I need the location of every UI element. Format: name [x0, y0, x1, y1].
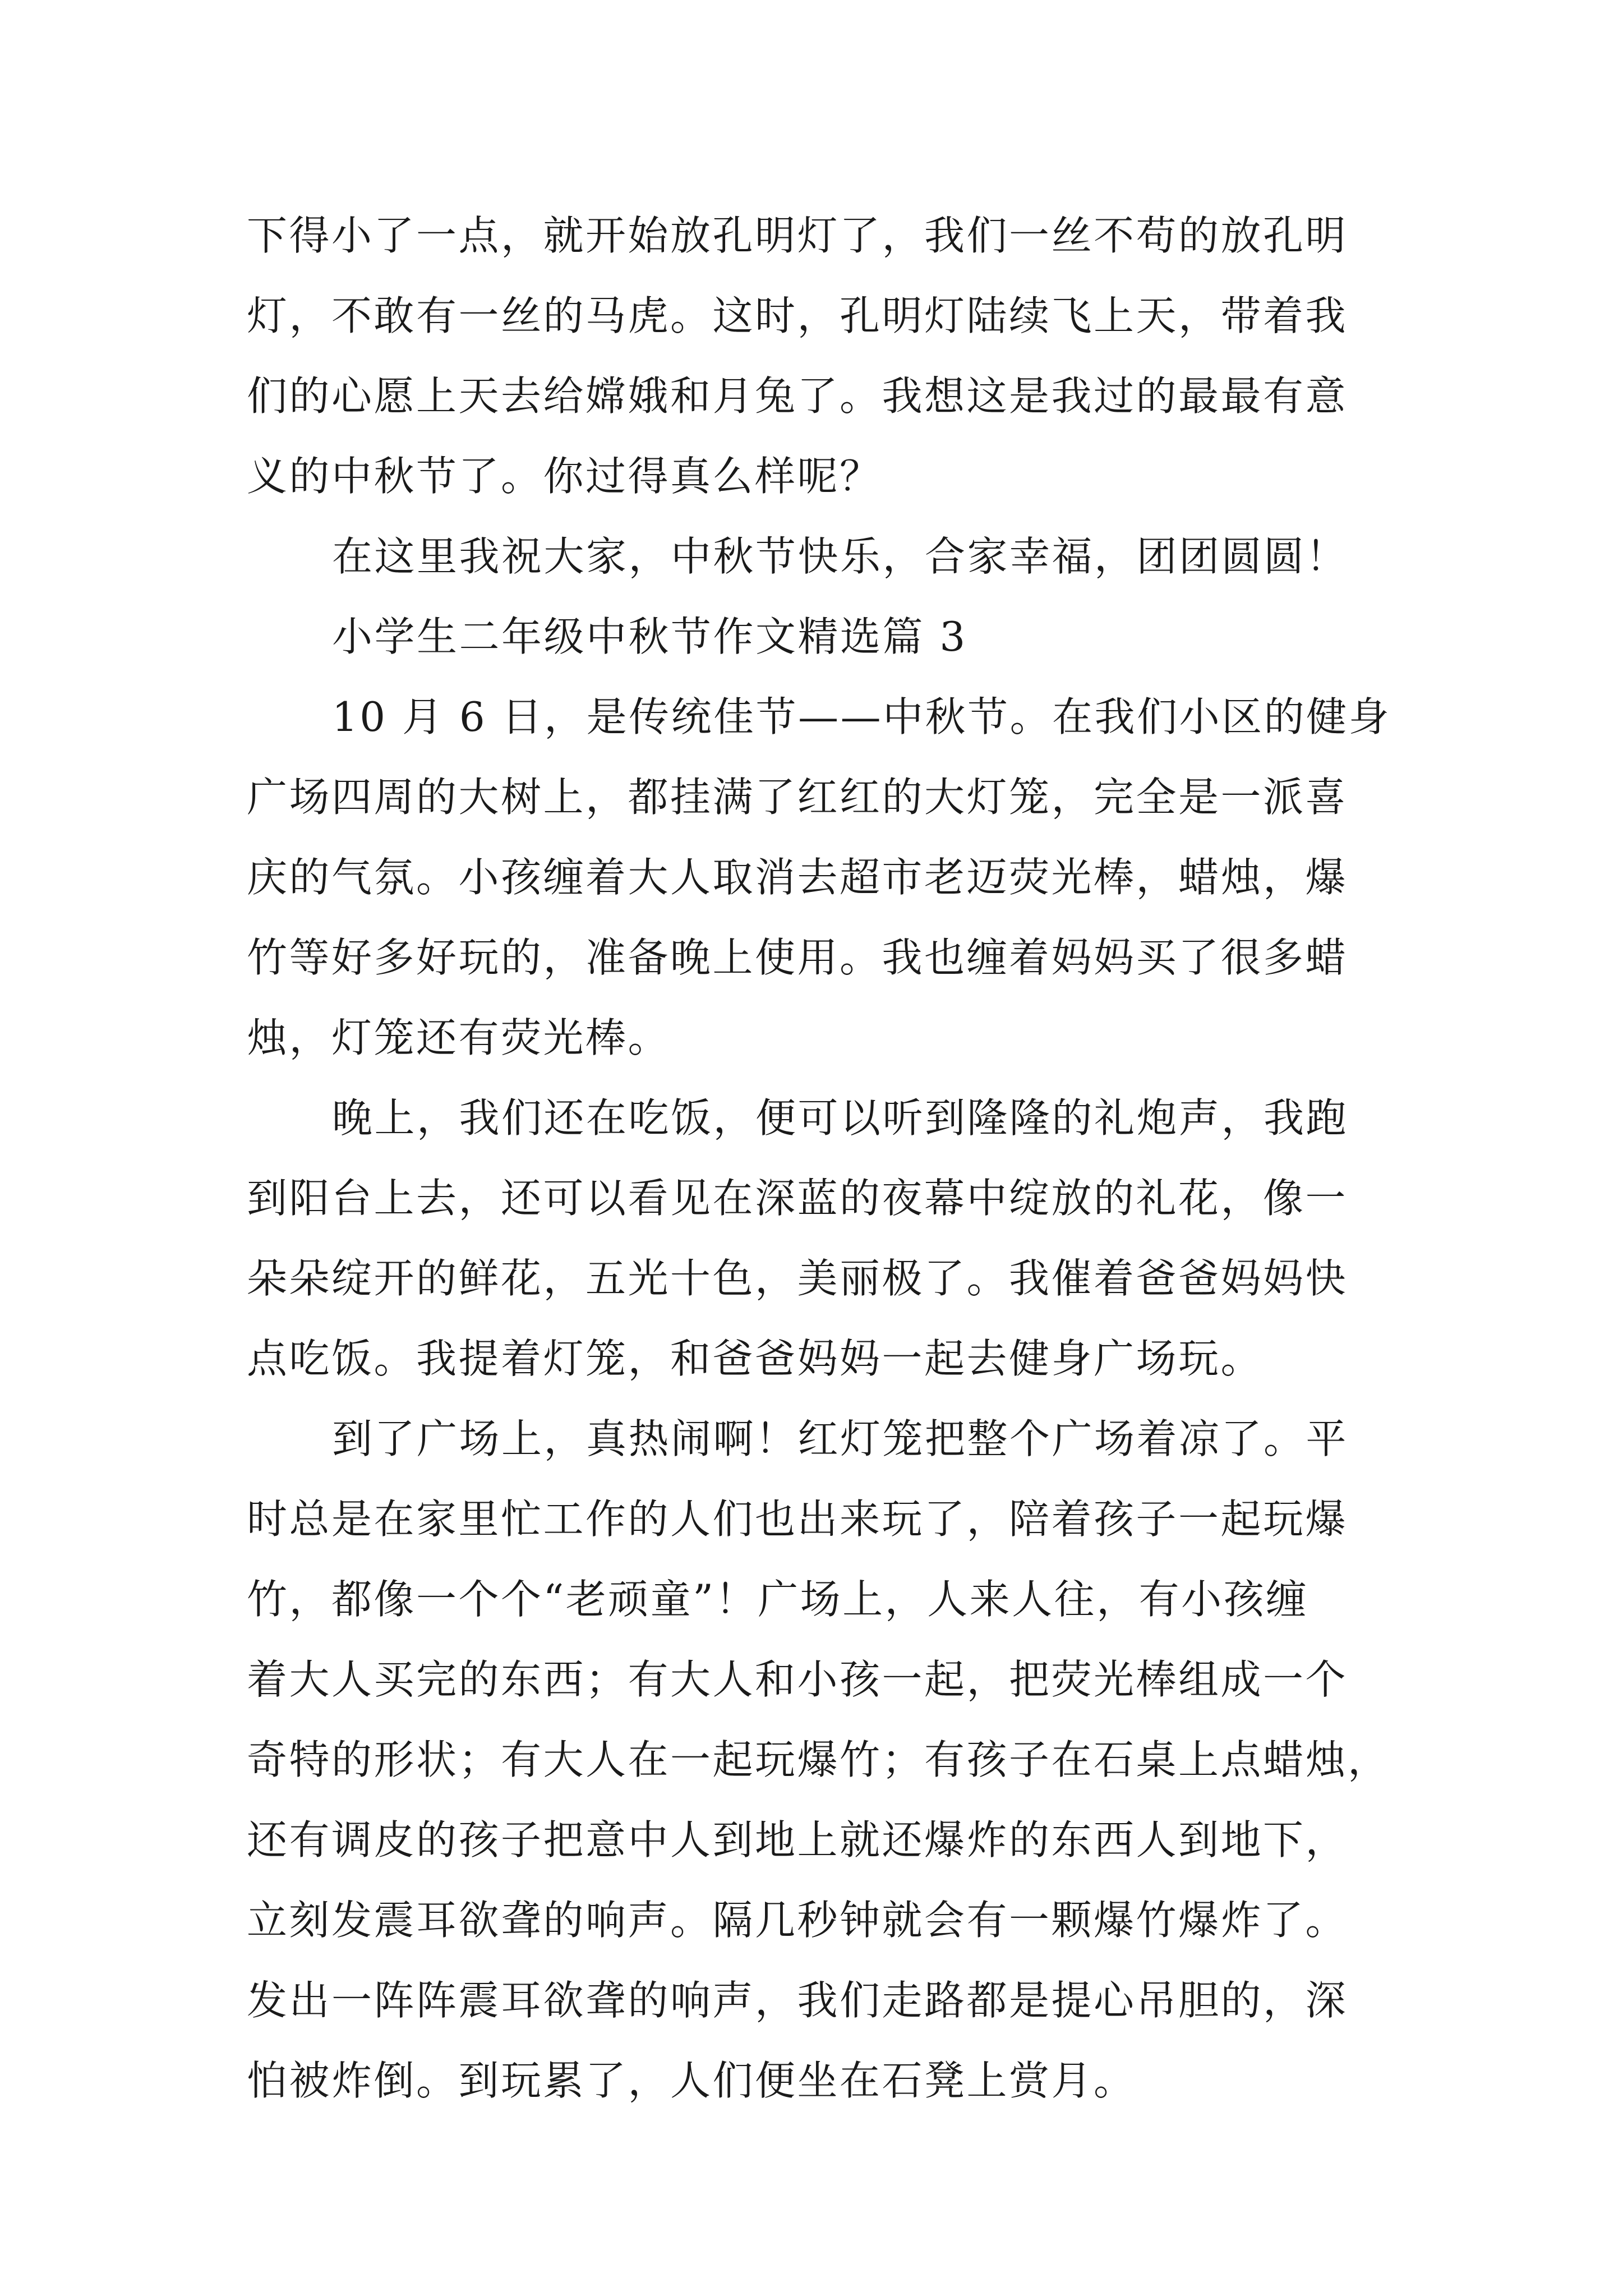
text-line: 怕被炸倒。到玩累了，人们便坐在石凳上赏月。 — [247, 2057, 1136, 2104]
text-line: 点吃饭。我提着灯笼，和爸爸妈妈一起去健身广场玩。 — [247, 1335, 1264, 1382]
paragraph-start: 晚上，我们还在吃饭，便可以听到隆隆的礼炮声，我跑 — [332, 1094, 1349, 1142]
text-line: 发出一阵阵震耳欲聋的响声，我们走路都是提心吊胆的，深 — [247, 1977, 1348, 2024]
text-line: 灯，不敢有一丝的马虎。这时，孔明灯陆续飞上天，带着我 — [247, 292, 1348, 339]
text-line: 立刻发震耳欲聋的响声。隔几秒钟就会有一颗爆竹爆炸了。 — [247, 1897, 1348, 1944]
text-line: 义的中秋节了。你过得真么样呢？ — [247, 453, 882, 500]
text-line: 奇特的形状；有大人在一起玩爆竹；有孩子在石桌上点蜡烛， — [247, 1736, 1390, 1783]
paragraph-start: 10 月 6 日，是传统佳节——中秋节。在我们小区的健身 — [332, 693, 1391, 740]
text-line: 竹等好多好玩的，准备晚上使用。我也缠着妈妈买了很多蜡 — [247, 934, 1348, 981]
section-title: 小学生二年级中秋节作文精选篇 3 — [332, 613, 967, 660]
text-line: 时总是在家里忙工作的人们也出来玩了，陪着孩子一起玩爆 — [247, 1496, 1348, 1543]
text-line: 下得小了一点，就开始放孔明灯了，我们一丝不苟的放孔明 — [247, 212, 1348, 259]
paragraph-start: 到了广场上，真热闹啊！红灯笼把整个广场着凉了。平 — [332, 1415, 1349, 1462]
text-line: 庆的气氛。小孩缠着大人取消去超市老迈荧光棒，蜡烛，爆 — [247, 854, 1348, 901]
text-line: 竹，都像一个个“老顽童”！广场上，人来人往，有小孩缠 — [247, 1576, 1308, 1623]
text-line: 烛，灯笼还有荧光棒。 — [247, 1014, 671, 1061]
text-line: 还有调皮的孩子把意中人到地上就还爆炸的东西人到地下， — [247, 1816, 1348, 1864]
text-line: 朵朵绽开的鲜花，五光十色，美丽极了。我催着爸爸妈妈快 — [247, 1255, 1348, 1302]
text-line: 广场四周的大树上，都挂满了红红的大灯笼，完全是一派喜 — [247, 774, 1348, 821]
text-line: 到阳台上去，还可以看见在深蓝的夜幕中绽放的礼花，像一 — [247, 1175, 1348, 1222]
text-line: 们的心愿上天去给嫦娥和月兔了。我想这是我过的最最有意 — [247, 372, 1348, 420]
text-line: 着大人买完的东西；有大人和小孩一起，把荧光棒组成一个 — [247, 1656, 1348, 1703]
closing-line: 在这里我祝大家，中秋节快乐，合家幸福，团团圆圆！ — [332, 533, 1349, 580]
